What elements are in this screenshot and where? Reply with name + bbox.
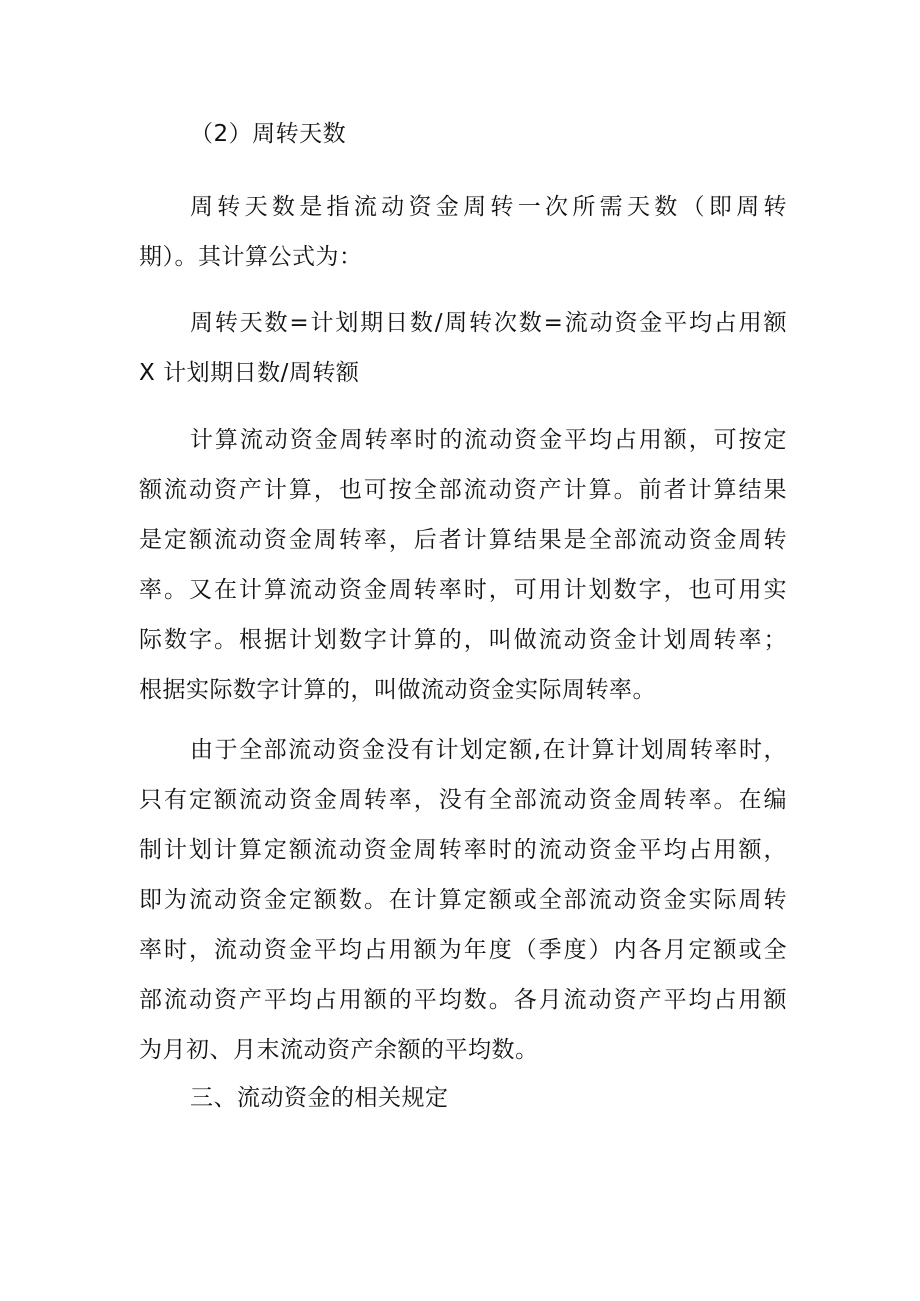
text-line: 制计划计算定额流动资金周转率时的流动资金平均占用额，: [139, 837, 787, 863]
text-line: 计算流动资金周转率时的流动资金平均占用额，可按定: [190, 427, 787, 453]
text-line: 率。又在计算流动资金周转率时，可用计划数字，也可用实: [139, 577, 787, 603]
paragraph-planned-turnover: [139, 725, 787, 1075]
text-line: 是定额流动资金周转率，后者计算结果是全部流动资金周转: [139, 527, 787, 553]
text-line: 部流动资产平均占用额的平均数。各月流动资产平均占用额: [139, 987, 787, 1013]
paragraph-calculation-basis: [139, 415, 787, 715]
text-line: 周转天数是指流动资金周转一次所需天数（即周转: [190, 194, 787, 220]
text-line: X 计划期日数/周转额: [139, 360, 360, 386]
paragraph-formula: [139, 298, 787, 398]
text-line: 为月初、月末流动资产余额的平均数。: [139, 1037, 539, 1063]
text-line: 额流动资产计算，也可按全部流动资产计算。前者计算结果: [139, 477, 787, 503]
text-line: 由于全部流动资金没有计划定额,在计算计划周转率时，: [190, 737, 787, 763]
text-line: 即为流动资金定额数。在计算定额或全部流动资金实际周转: [139, 887, 787, 913]
section-heading-regulations: 三、流动资金的相关规定: [190, 1085, 449, 1111]
text-line: 周转天数=计划期日数/周转次数=流动资金平均占用额: [190, 310, 787, 336]
paragraph-definition: [139, 182, 787, 282]
text-line: 际数字。根据计划数字计算的，叫做流动资金计划周转率；: [139, 627, 787, 653]
subheading-turnover-days: （2）周转天数: [190, 121, 347, 147]
text-line: 期）。其计算公式为：: [139, 244, 363, 270]
text-line: 率时，流动资金平均占用额为年度（季度）内各月定额或全: [139, 937, 787, 963]
text-line: 只有定额流动资金周转率，没有全部流动资金周转率。在编: [139, 787, 787, 813]
text-line: 根据实际数字计算的，叫做流动资金实际周转率。: [139, 677, 656, 703]
